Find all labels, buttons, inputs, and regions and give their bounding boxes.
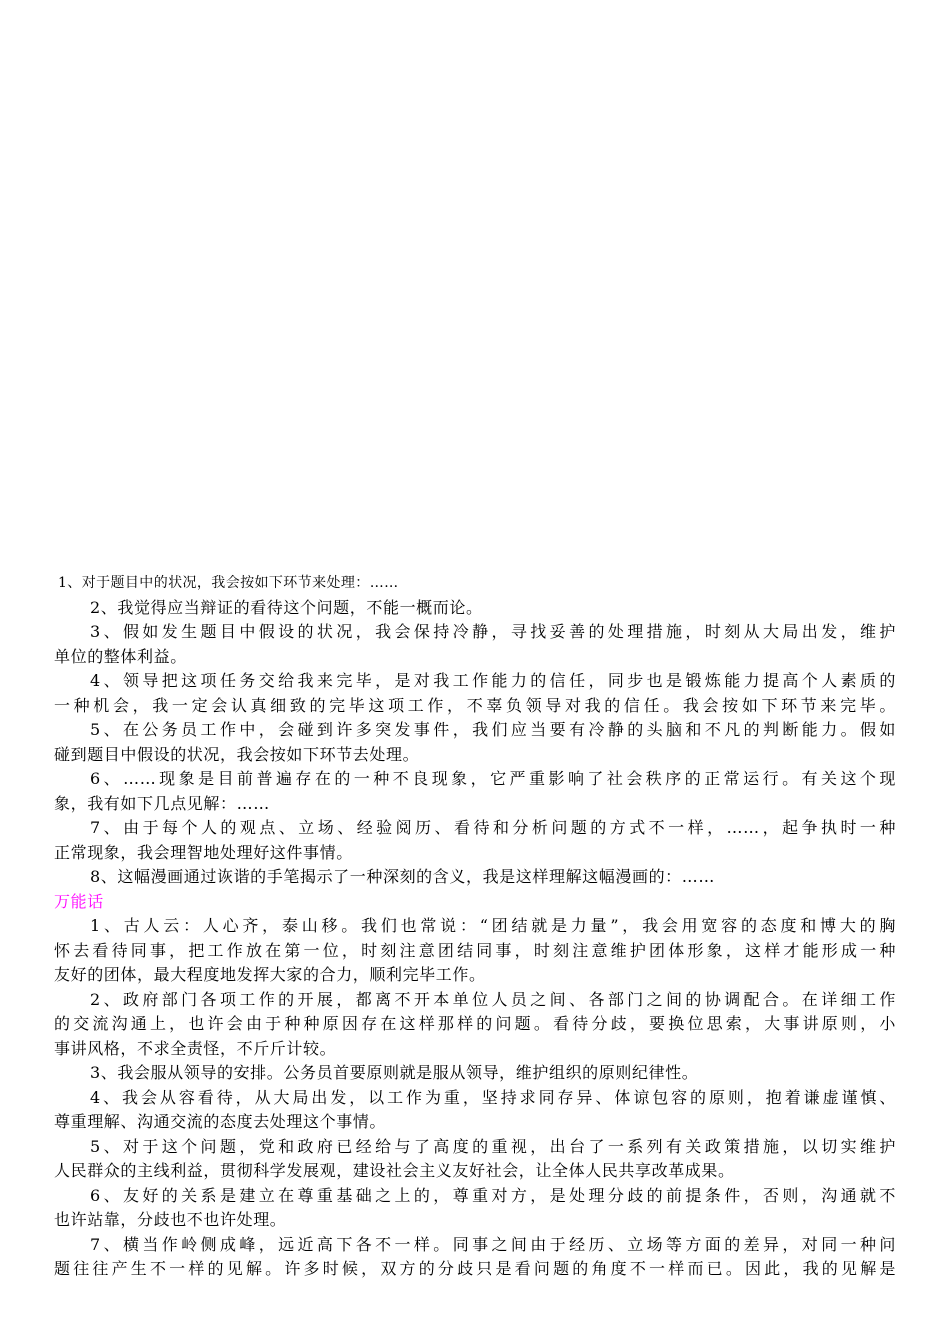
paragraph-line: 4、我会从容看待，从大局出发，以工作为重，坚持求同存异、体谅包容的原则，抱着谦虚谨慎、 bbox=[90, 1087, 896, 1107]
paragraph-line: 人民群众的主线利益，贯彻科学发展观，建设社会主义友好社会，让全体人民共享改革成果。 bbox=[54, 1161, 735, 1180]
paragraph-line: 3、我会服从领导的安排。公务员首要原则就是服从领导，维护组织的原则纪律性。 bbox=[90, 1063, 699, 1082]
paragraph-line: 尊重理解、沟通交流的态度去处理这个事情。 bbox=[54, 1112, 387, 1131]
paragraph-line: 碰到题目中假设的状况，我会按如下环节去处理。 bbox=[54, 744, 420, 764]
paragraph-line: 怀去看待同事，把工作放在第一位，时刻注意团结同事，时刻注意维护团体形象，这样才能形成一种 bbox=[54, 940, 896, 960]
paragraph-line: 8、这幅漫画通过诙谐的手笔揭示了一种深刻的含义，我是这样理解这幅漫画的：…… bbox=[90, 867, 715, 886]
paragraph-line: 题往往产生不一样的见解。许多时候，双方的分歧只是看问题的角度不一样而已。因此，我的见解是 bbox=[54, 1259, 896, 1278]
paragraph-line: 友好的团体，最大程度地发挥大家的合力，顺利完毕工作。 bbox=[54, 965, 486, 984]
paragraph-line: 象，我有如下几点见解：…… bbox=[54, 793, 270, 813]
paragraph-line: 5、对于这个问题，党和政府已经给与了高度的重视，出台了一系列有关政策措施，以切实维护 bbox=[90, 1136, 896, 1156]
paragraph-line: 事讲风格，不求全责怪，不斤斤计较。 bbox=[54, 1038, 337, 1058]
paragraph-line: 7、由于每个人的观点、立场、经验阅历、看待和分析问题的方式不一样，……，起争执时一种 bbox=[90, 818, 896, 837]
paragraph-line: 6、……现象是目前普遍存在的一种不良现象，它严重影响了社会秩序的正常运行。有关这个现 bbox=[90, 769, 896, 788]
document-body bbox=[54, 571, 896, 1282]
paragraph-line: 7、横当作岭侧成峰，远近高下各不一样。同事之间由于经历、立场等方面的差异，对同一种问 bbox=[90, 1234, 896, 1254]
section-heading: 万能话 bbox=[54, 891, 104, 911]
paragraph-line: 的交流沟通上，也许会由于种种原因存在这样那样的问题。看待分歧，要换位思索，大事讲原则，小 bbox=[54, 1014, 896, 1033]
paragraph-line: 3、假如发生题目中假设的状况，我会保持冷静，寻找妥善的处理措施，时刻从大局出发，维护 bbox=[90, 622, 896, 641]
paragraph-line: 单位的整体利益。 bbox=[54, 646, 187, 666]
paragraph-line: 6、友好的关系是建立在尊重基础之上的，尊重对方，是处理分歧的前提条件，否则，沟通就不 bbox=[90, 1185, 896, 1205]
paragraph-line: 1、对于题目中的状况，我会按如下环节来处理：…… bbox=[58, 575, 399, 591]
paragraph-line: 4、领导把这项任务交给我来完毕，是对我工作能力的信任，同步也是锻炼能力提高个人素质的 bbox=[90, 671, 896, 690]
paragraph-line: 正常现象，我会理智地处理好这件事情。 bbox=[54, 842, 353, 862]
paragraph-line: 1、古人云：人心齐，泰山移。我们也常说：“团结就是力量”，我会用宽容的态度和博大的胸 bbox=[90, 916, 896, 935]
paragraph-line: 一种机会，我一定会认真细致的完毕这项工作，不辜负领导对我的信任。我会按如下环节来完毕。 bbox=[54, 695, 896, 715]
paragraph-line: 也许站靠，分歧也不也许处理。 bbox=[54, 1210, 287, 1229]
paragraph-line: 2、政府部门各项工作的开展，都离不开本单位人员之间、各部门之间的协调配合。在详细工作 bbox=[90, 989, 896, 1009]
paragraph-line: 2、我觉得应当辩证的看待这个问题，不能一概而论。 bbox=[90, 597, 483, 617]
paragraph-line: 5、在公务员工作中，会碰到许多突发事件，我们应当要有冷静的头脑和不凡的判断能力。假如 bbox=[90, 720, 896, 739]
